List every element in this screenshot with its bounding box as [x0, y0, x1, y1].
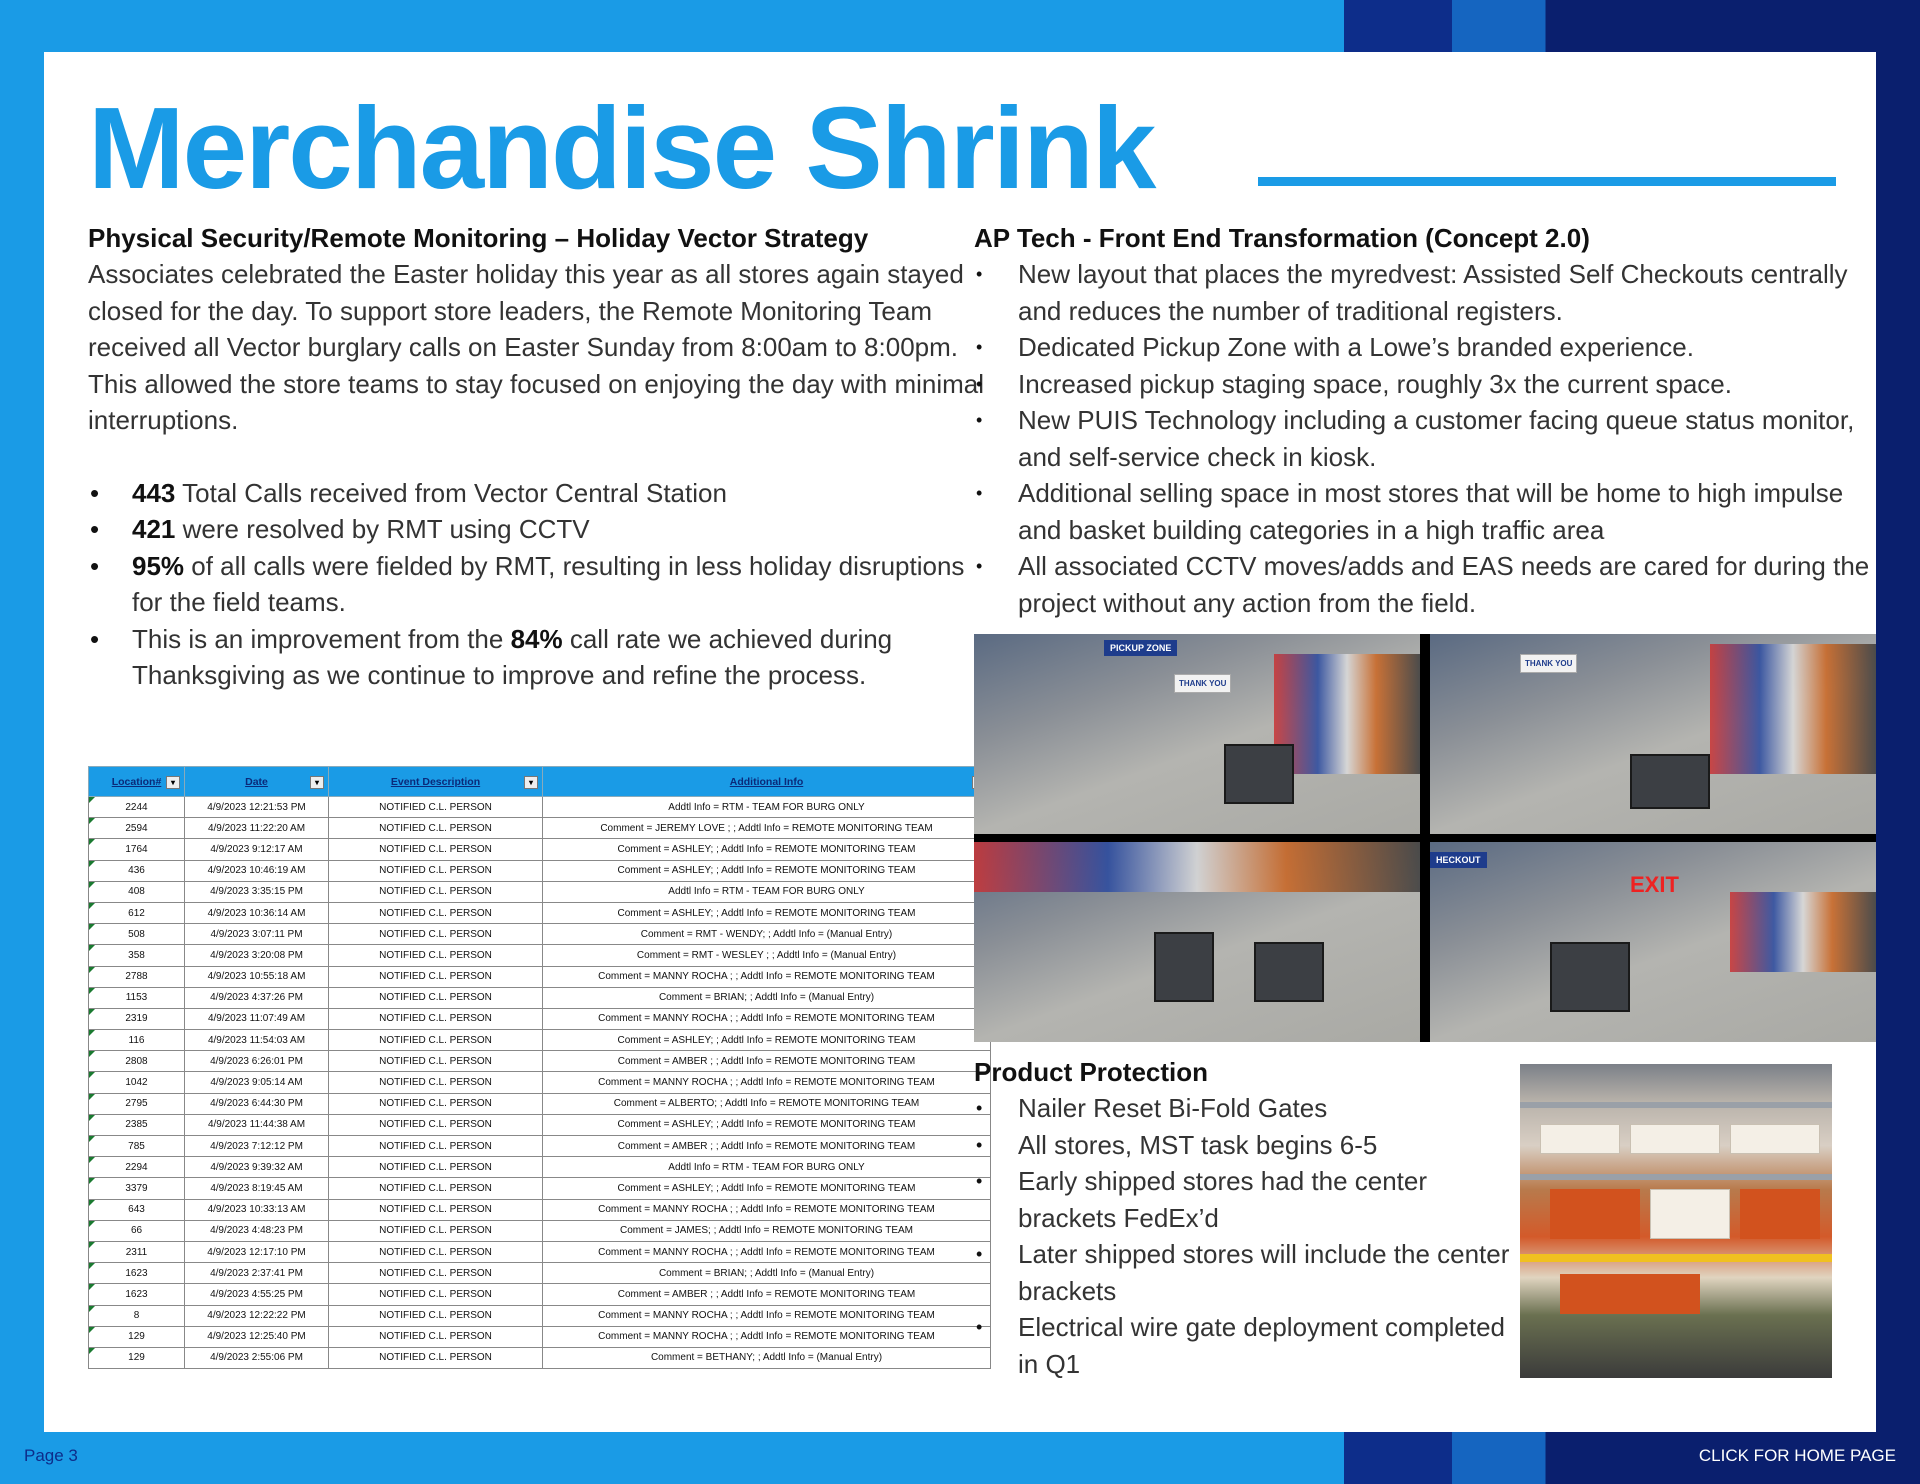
list-item: • 95% of all calls were fielded by RMT, resulting in less holiday disruptions for the field teams.	[88, 548, 988, 621]
table-cell: Comment = RMT - WESLEY ; ; Addtl Info = (Manual Entry)	[543, 945, 991, 966]
table-row	[89, 987, 991, 1008]
table-row	[89, 1220, 991, 1241]
list-item: • New layout that places the myredvest: Assisted Self Checkouts centrally and reduces the number of traditional registers.	[974, 256, 1874, 329]
list-item: • Nailer Reset Bi-Fold Gates	[974, 1090, 1514, 1127]
table-row	[89, 1136, 991, 1157]
column-header-info: Additional Info	[543, 767, 991, 797]
table-cell: Comment = MANNY ROCHA ; ; Addtl Info = REMOTE MONITORING TEAM	[543, 1305, 991, 1326]
section-heading-ap-tech: AP Tech - Front End Transformation (Concept 2.0)	[974, 223, 1590, 253]
table-row	[89, 1178, 991, 1199]
table-cell: 4/9/2023 12:21:53 PM	[185, 797, 329, 818]
table-cell: 2385	[89, 1114, 185, 1135]
pickup-zone-sign: PICKUP ZONE	[1104, 640, 1177, 656]
section-heading-product-protection: Product Protection	[974, 1057, 1209, 1087]
table-cell: Addtl Info = RTM - TEAM FOR BURG ONLY	[543, 881, 991, 902]
table-cell: 2594	[89, 818, 185, 839]
checkout-kiosk	[1550, 942, 1630, 1012]
table-cell: 4/9/2023 10:36:14 AM	[185, 902, 329, 923]
page-sheet	[44, 52, 1876, 1432]
table-cell: Comment = MANNY ROCHA ; ; Addtl Info = REMOTE MONITORING TEAM	[543, 1241, 991, 1262]
table-cell: 129	[89, 1347, 185, 1368]
table-row	[89, 818, 991, 839]
table-cell: 4/9/2023 12:25:40 PM	[185, 1326, 329, 1347]
table-cell: Comment = MANNY ROCHA ; ; Addtl Info = REMOTE MONITORING TEAM	[543, 1072, 991, 1093]
filter-dropdown-icon: ▾	[166, 776, 180, 789]
table-cell: 1623	[89, 1263, 185, 1284]
table-row	[89, 1008, 991, 1029]
list-item: • Electrical wire gate deployment completed in Q1	[974, 1309, 1514, 1382]
list-item: • Additional selling space in most stores that will be home to high impulse and basket building categories in a high traffic area	[974, 475, 1874, 548]
table-row	[89, 1093, 991, 1114]
table-cell: 116	[89, 1030, 185, 1051]
table-cell: NOTIFIED C.L. PERSON	[329, 1008, 543, 1029]
table-cell: Comment = BETHANY; ; Addtl Info = (Manual Entry)	[543, 1347, 991, 1368]
table-cell: 4/9/2023 10:33:13 AM	[185, 1199, 329, 1220]
checkout-kiosk	[1224, 744, 1294, 804]
table-cell: 4/9/2023 3:07:11 PM	[185, 924, 329, 945]
table-cell: NOTIFIED C.L. PERSON	[329, 1051, 543, 1072]
table-row	[89, 839, 991, 860]
table-row	[89, 1326, 991, 1347]
table-cell: 1042	[89, 1072, 185, 1093]
table-cell: NOTIFIED C.L. PERSON	[329, 1284, 543, 1305]
list-item: • This is an improvement from the 84% call rate we achieved during Thanksgiving as we continue to improve and refine the process.	[88, 621, 988, 694]
calls-table-screenshot	[88, 766, 990, 1369]
table-cell: Comment = MANNY ROCHA ; ; Addtl Info = REMOTE MONITORING TEAM	[543, 966, 991, 987]
thank-you-sign: THANK YOU	[1174, 674, 1231, 693]
table-cell: NOTIFIED C.L. PERSON	[329, 1199, 543, 1220]
table-row	[89, 1284, 991, 1305]
table-cell: 508	[89, 924, 185, 945]
table-cell: NOTIFIED C.L. PERSON	[329, 881, 543, 902]
table-cell: Comment = AMBER ; ; Addtl Info = REMOTE MONITORING TEAM	[543, 1284, 991, 1305]
table-cell: Comment = BRIAN; ; Addtl Info = (Manual Entry)	[543, 987, 991, 1008]
nailer-aisle-photo	[1520, 1064, 1832, 1378]
column-header-event: Event Description ▾	[329, 767, 543, 797]
table-cell: NOTIFIED C.L. PERSON	[329, 987, 543, 1008]
table-cell: 3379	[89, 1178, 185, 1199]
list-item: • New PUIS Technology including a customer facing queue status monitor, and self-service check in kiosk.	[974, 402, 1874, 475]
table-cell: 4/9/2023 4:48:23 PM	[185, 1220, 329, 1241]
table-cell: 4/9/2023 7:12:12 PM	[185, 1136, 329, 1157]
table-cell: NOTIFIED C.L. PERSON	[329, 945, 543, 966]
checkout-kiosk	[1154, 932, 1214, 1002]
table-cell: NOTIFIED C.L. PERSON	[329, 1220, 543, 1241]
table-cell: 1153	[89, 987, 185, 1008]
table-cell: NOTIFIED C.L. PERSON	[329, 839, 543, 860]
exit-sign: EXIT	[1630, 872, 1679, 897]
column-header-location: Location# ▾	[89, 767, 185, 797]
table-cell: NOTIFIED C.L. PERSON	[329, 1241, 543, 1262]
list-item: • Increased pickup staging space, roughly 3x the current space.	[974, 366, 1874, 403]
merch-shelf	[1274, 654, 1420, 774]
list-item: • 421 were resolved by RMT using CCTV	[88, 511, 988, 548]
section-paragraph: Associates celebrated the Easter holiday this year as all stores again stayed closed for the day. To support store leaders, the Remote Monitoring Team received all Vector burglary calls on Easter Sunday from 8:00am to 8:00pm. This allowed the store teams to stay focused on enjoying the day with minimal interruptions.	[88, 259, 985, 435]
table-cell: Comment = BRIAN; ; Addtl Info = (Manual Entry)	[543, 1263, 991, 1284]
section-heading-remote-monitoring: Physical Security/Remote Monitoring – Holiday Vector Strategy	[88, 223, 869, 253]
table-cell: 2808	[89, 1051, 185, 1072]
table-row	[89, 1263, 991, 1284]
table-cell: 4/9/2023 3:20:08 PM	[185, 945, 329, 966]
checkout-kiosk	[1630, 754, 1710, 809]
bi-fold-gate	[1520, 1254, 1832, 1262]
table-cell: 4/9/2023 2:37:41 PM	[185, 1263, 329, 1284]
table-cell: NOTIFIED C.L. PERSON	[329, 1178, 543, 1199]
home-page-link[interactable]: CLICK FOR HOME PAGE	[1698, 1446, 1896, 1465]
table-row	[89, 1241, 991, 1262]
table-cell: 4/9/2023 6:26:01 PM	[185, 1051, 329, 1072]
checkout-kiosk	[1254, 942, 1324, 1002]
merch-shelf	[1730, 892, 1876, 972]
table-cell: Comment = MANNY ROCHA ; ; Addtl Info = REMOTE MONITORING TEAM	[543, 1199, 991, 1220]
page-title: Merchandise Shrink	[88, 83, 1155, 213]
cctv-camera-grid	[974, 634, 1876, 1042]
table-body	[89, 797, 991, 1369]
table-row	[89, 945, 991, 966]
table-row	[89, 881, 991, 902]
table-cell: Comment = AMBER ; ; Addtl Info = REMOTE MONITORING TEAM	[543, 1136, 991, 1157]
cctv-view-1	[974, 634, 1420, 834]
column-header-date: Date ▾	[185, 767, 329, 797]
filter-active-icon: ▾	[310, 776, 324, 789]
cctv-view-2	[1430, 634, 1876, 834]
merch-shelf	[1710, 644, 1876, 774]
table-cell: Comment = ASHLEY; ; Addtl Info = REMOTE MONITORING TEAM	[543, 1178, 991, 1199]
table-cell: 4/9/2023 9:05:14 AM	[185, 1072, 329, 1093]
title-rule	[1258, 177, 1836, 186]
table-row	[89, 1051, 991, 1072]
table-cell: 4/9/2023 9:12:17 AM	[185, 839, 329, 860]
checkout-sign: HECKOUT	[1430, 852, 1487, 868]
table-cell: Comment = JAMES; ; Addtl Info = REMOTE MONITORING TEAM	[543, 1220, 991, 1241]
table-cell: NOTIFIED C.L. PERSON	[329, 797, 543, 818]
table-cell: NOTIFIED C.L. PERSON	[329, 1030, 543, 1051]
list-item: • 443 Total Calls received from Vector Central Station	[88, 475, 988, 512]
table-cell: NOTIFIED C.L. PERSON	[329, 1347, 543, 1368]
table-cell: 2795	[89, 1093, 185, 1114]
table-row	[89, 1305, 991, 1326]
table-cell: 408	[89, 881, 185, 902]
table-cell: 1764	[89, 839, 185, 860]
table-cell: 358	[89, 945, 185, 966]
table-cell: NOTIFIED C.L. PERSON	[329, 1114, 543, 1135]
table-cell: 2319	[89, 1008, 185, 1029]
table-cell: Comment = ASHLEY; ; Addtl Info = REMOTE MONITORING TEAM	[543, 839, 991, 860]
table-cell: 612	[89, 902, 185, 923]
table-cell: NOTIFIED C.L. PERSON	[329, 1093, 543, 1114]
table-row	[89, 902, 991, 923]
table-cell: 2788	[89, 966, 185, 987]
list-item: • Dedicated Pickup Zone with a Lowe’s branded experience.	[974, 329, 1874, 366]
table-cell: 4/9/2023 8:19:45 AM	[185, 1178, 329, 1199]
table-cell: 785	[89, 1136, 185, 1157]
table-header-row	[89, 767, 991, 797]
table-cell: 4/9/2023 10:46:19 AM	[185, 860, 329, 881]
table-cell: 643	[89, 1199, 185, 1220]
table-cell: NOTIFIED C.L. PERSON	[329, 1305, 543, 1326]
table-cell: 2294	[89, 1157, 185, 1178]
table-cell: NOTIFIED C.L. PERSON	[329, 1157, 543, 1178]
table-cell: Comment = MANNY ROCHA ; ; Addtl Info = REMOTE MONITORING TEAM	[543, 1008, 991, 1029]
table-row	[89, 1072, 991, 1093]
table-cell: 4/9/2023 11:44:38 AM	[185, 1114, 329, 1135]
table-cell: NOTIFIED C.L. PERSON	[329, 1072, 543, 1093]
merch-shelf	[974, 842, 1420, 892]
thank-you-sign: THANK YOU	[1520, 654, 1577, 673]
table-cell: 129	[89, 1326, 185, 1347]
table-row	[89, 797, 991, 818]
table-cell: Comment = ASHLEY; ; Addtl Info = REMOTE MONITORING TEAM	[543, 1030, 991, 1051]
table-row	[89, 1114, 991, 1135]
table-cell: 4/9/2023 10:55:18 AM	[185, 966, 329, 987]
table-cell: 4/9/2023 11:07:49 AM	[185, 1008, 329, 1029]
cctv-view-4	[1430, 842, 1876, 1042]
table-row	[89, 1347, 991, 1368]
table-cell: NOTIFIED C.L. PERSON	[329, 924, 543, 945]
ap-tech-list	[974, 256, 1874, 621]
list-item: • Later shipped stores will include the center brackets	[974, 1236, 1514, 1309]
table-cell: 1623	[89, 1284, 185, 1305]
table-row	[89, 924, 991, 945]
table-cell: 4/9/2023 11:54:03 AM	[185, 1030, 329, 1051]
table-cell: Comment = MANNY ROCHA ; ; Addtl Info = REMOTE MONITORING TEAM	[543, 1326, 991, 1347]
table-cell: NOTIFIED C.L. PERSON	[329, 818, 543, 839]
table-cell: Comment = ALBERTO; ; Addtl Info = REMOTE MONITORING TEAM	[543, 1093, 991, 1114]
left-column	[88, 220, 988, 694]
table-row	[89, 966, 991, 987]
product-protection-section	[974, 1054, 1514, 1382]
list-item: • All stores, MST task begins 6-5	[974, 1127, 1514, 1164]
table-cell: NOTIFIED C.L. PERSON	[329, 860, 543, 881]
table-cell: 2311	[89, 1241, 185, 1262]
table-cell: NOTIFIED C.L. PERSON	[329, 1263, 543, 1284]
list-item: • All associated CCTV moves/adds and EAS needs are cared for during the project without any action from the field.	[974, 548, 1874, 621]
table-cell: 4/9/2023 6:44:30 PM	[185, 1093, 329, 1114]
page-number: Page 3	[24, 1446, 78, 1465]
table-cell: 66	[89, 1220, 185, 1241]
table-row	[89, 1199, 991, 1220]
table-cell: NOTIFIED C.L. PERSON	[329, 1326, 543, 1347]
right-column	[974, 220, 1874, 621]
table-cell: 4/9/2023 11:22:20 AM	[185, 818, 329, 839]
table-cell: NOTIFIED C.L. PERSON	[329, 1136, 543, 1157]
table-cell: 4/9/2023 2:55:06 PM	[185, 1347, 329, 1368]
table-cell: 4/9/2023 4:37:26 PM	[185, 987, 329, 1008]
table-cell: Comment = ASHLEY; ; Addtl Info = REMOTE MONITORING TEAM	[543, 902, 991, 923]
table-cell: 4/9/2023 12:17:10 PM	[185, 1241, 329, 1262]
table-cell: 4/9/2023 9:39:32 AM	[185, 1157, 329, 1178]
table-cell: 436	[89, 860, 185, 881]
table-cell: Comment = ASHLEY; ; Addtl Info = REMOTE MONITORING TEAM	[543, 860, 991, 881]
table-cell: 8	[89, 1305, 185, 1326]
table-cell: Addtl Info = RTM - TEAM FOR BURG ONLY	[543, 797, 991, 818]
table-cell: Comment = AMBER ; ; Addtl Info = REMOTE MONITORING TEAM	[543, 1051, 991, 1072]
table-cell: Comment = RMT - WENDY; ; Addtl Info = (Manual Entry)	[543, 924, 991, 945]
table-cell: 4/9/2023 3:35:15 PM	[185, 881, 329, 902]
table-row	[89, 1157, 991, 1178]
stats-list	[88, 475, 988, 694]
table-row	[89, 860, 991, 881]
table-cell: NOTIFIED C.L. PERSON	[329, 902, 543, 923]
table-cell: Addtl Info = RTM - TEAM FOR BURG ONLY	[543, 1157, 991, 1178]
table-row	[89, 1030, 991, 1051]
table-cell: Comment = ASHLEY; ; Addtl Info = REMOTE MONITORING TEAM	[543, 1114, 991, 1135]
product-protection-list	[974, 1090, 1514, 1382]
table-cell: 2244	[89, 797, 185, 818]
list-item: • Early shipped stores had the center brackets FedEx’d	[974, 1163, 1514, 1236]
filter-active-icon: ▾	[524, 776, 538, 789]
table-cell: 4/9/2023 12:22:22 PM	[185, 1305, 329, 1326]
table-cell: Comment = JEREMY LOVE ; ; Addtl Info = REMOTE MONITORING TEAM	[543, 818, 991, 839]
table-cell: 4/9/2023 4:55:25 PM	[185, 1284, 329, 1305]
cctv-view-3	[974, 842, 1420, 1042]
table-cell: NOTIFIED C.L. PERSON	[329, 966, 543, 987]
calls-table	[88, 766, 991, 1369]
